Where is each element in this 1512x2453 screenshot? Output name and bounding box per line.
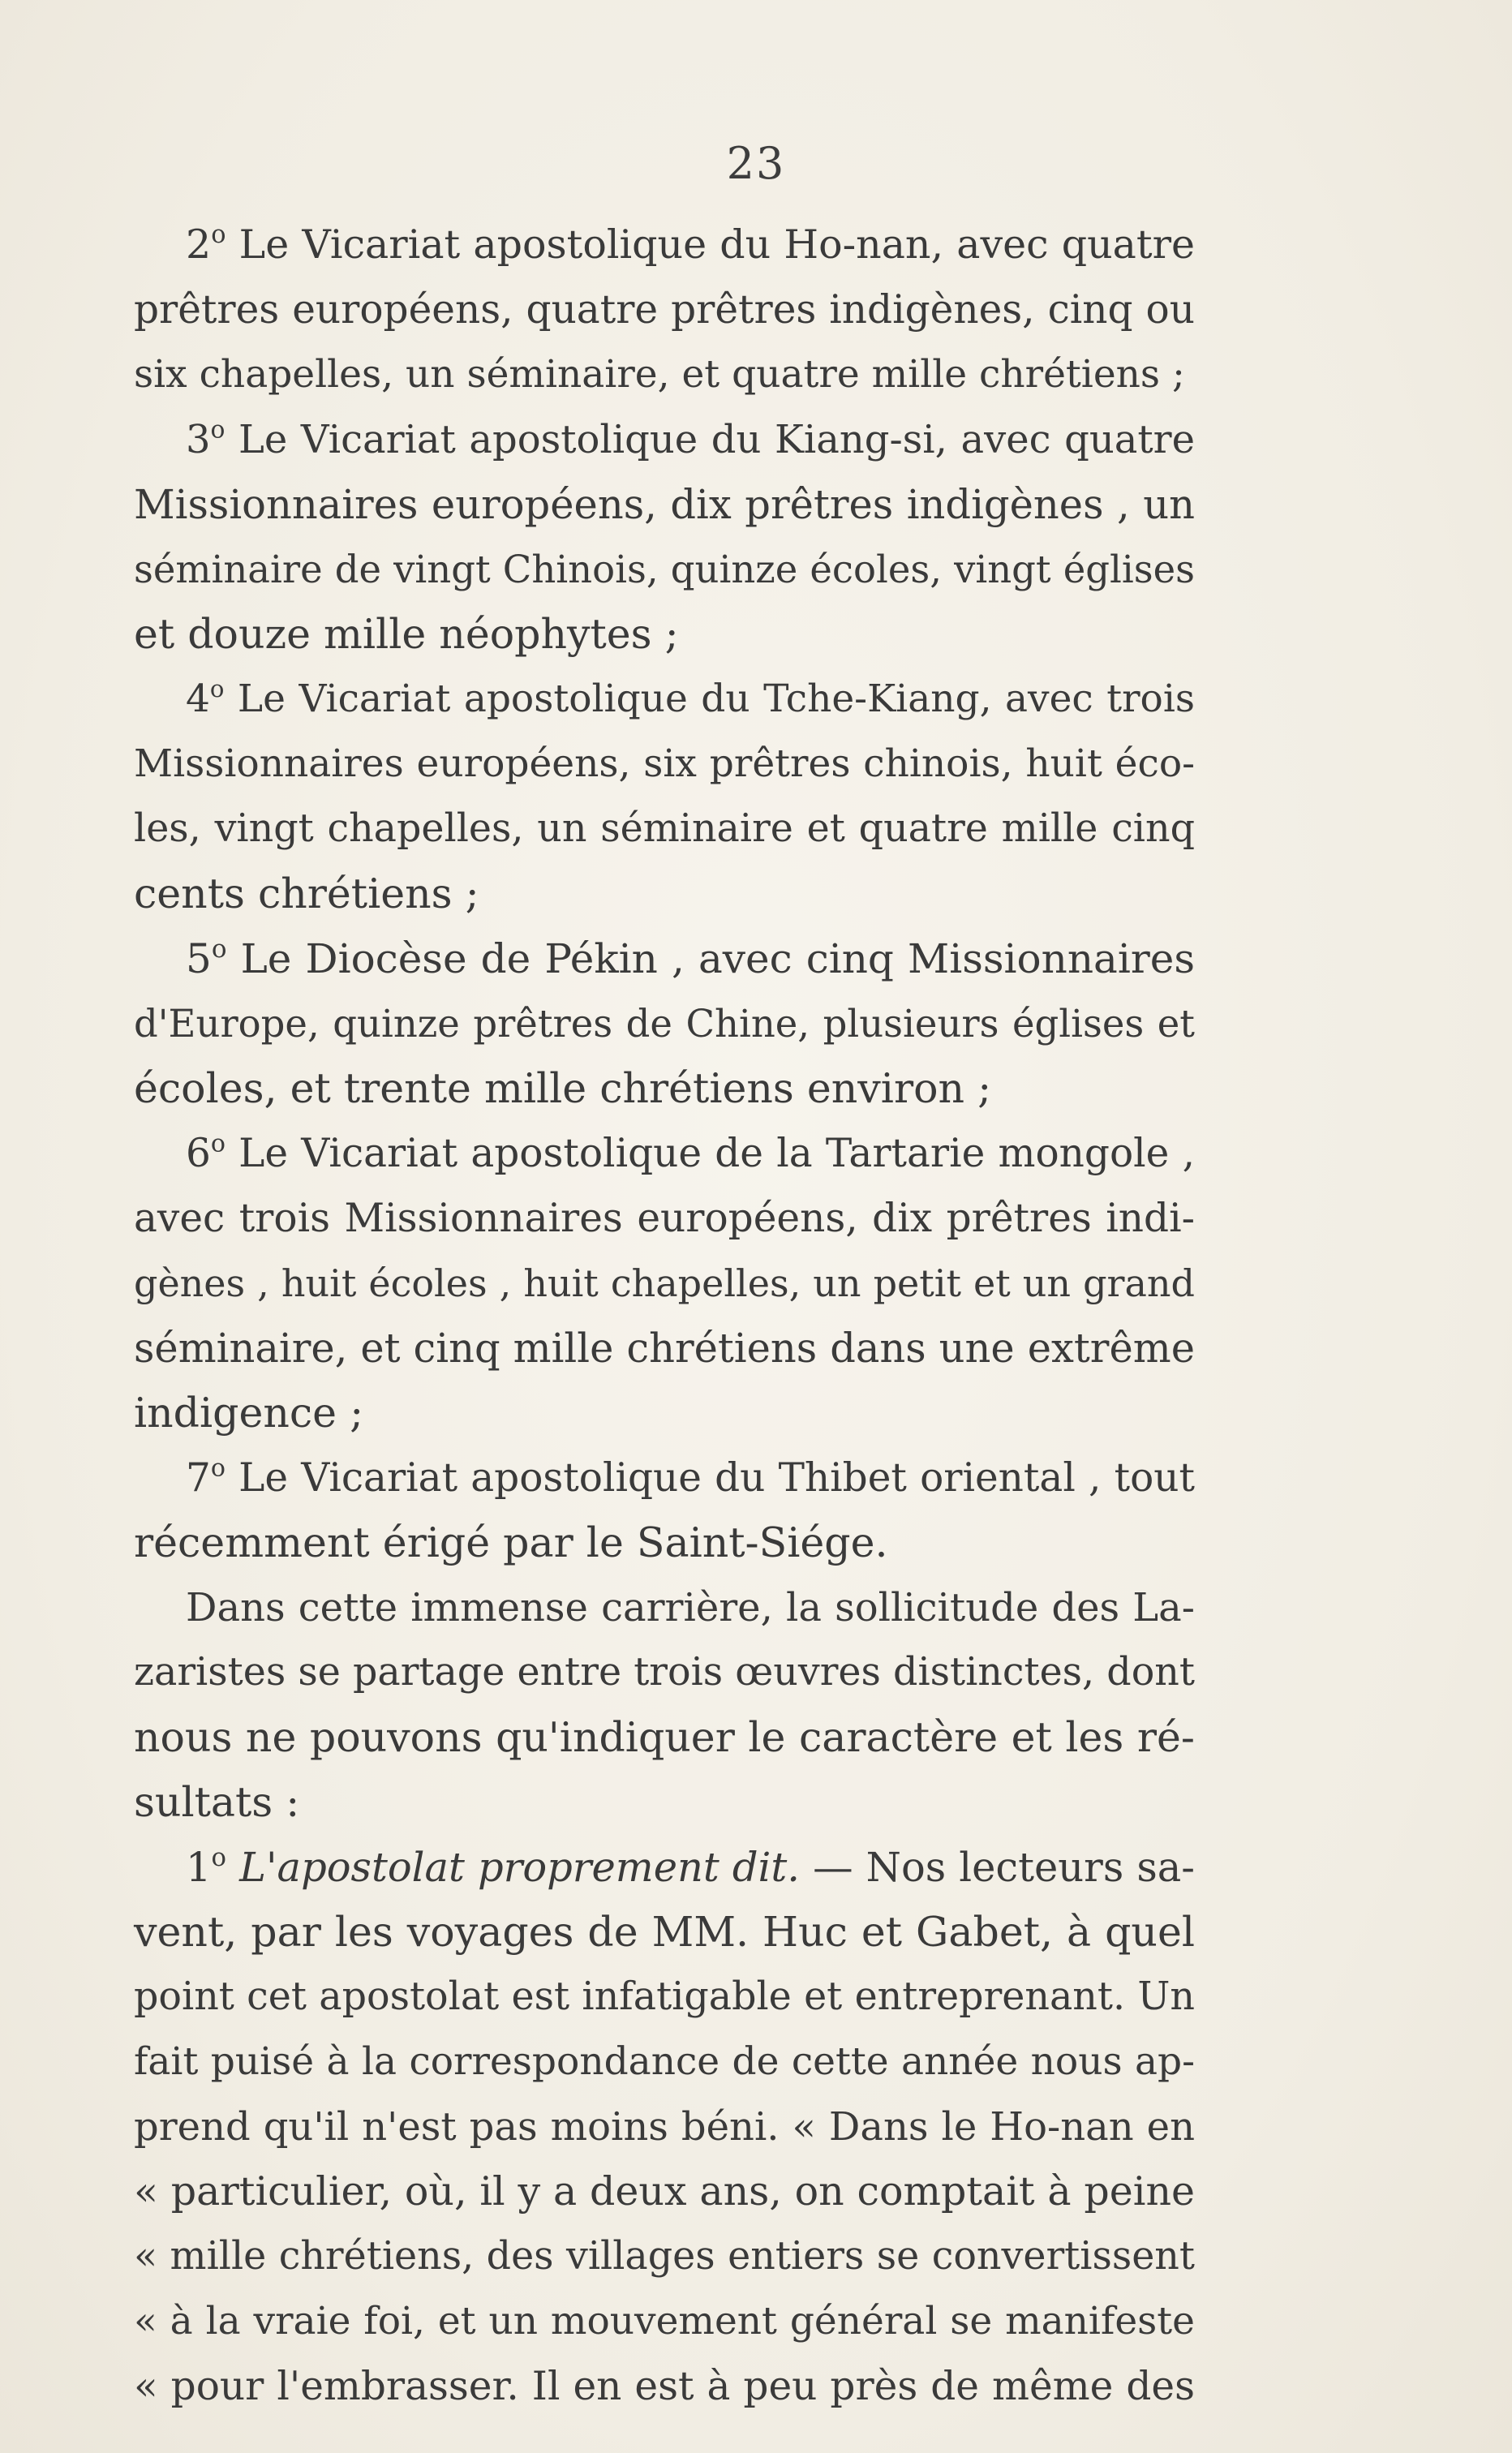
- text-segment: Le Vicariat apostolique du Thibet oriental , tout: [225, 1455, 1195, 1501]
- text-segment: Dans cette immense carrière, la sollicitude des La-: [186, 1585, 1195, 1630]
- text-line: [134, 1381, 1195, 1446]
- text-segment: avec trois Missionnaires européens, dix prêtres indi-: [134, 1196, 1195, 1241]
- text-line: [134, 2094, 1195, 2159]
- text-segment: indigence ;: [134, 1389, 364, 1437]
- text-line: [134, 213, 1195, 277]
- text-segment: Missionnaires européens, dix prêtres indigènes , un: [134, 481, 1195, 528]
- ordinal-superscript: o: [211, 1843, 226, 1872]
- text-line: [134, 1121, 1195, 1186]
- text-line: [134, 797, 1195, 861]
- text-line: [134, 1575, 1195, 1640]
- text-segment: 2: [186, 221, 212, 268]
- ordinal-superscript: o: [211, 934, 227, 964]
- text-line: [134, 2224, 1195, 2289]
- text-line: [134, 1056, 1195, 1121]
- text-line: [134, 537, 1195, 602]
- text-segment: 1: [186, 1844, 212, 1891]
- text-segment: Le Vicariat apostolique du Kiang-si, avec quatre: [225, 417, 1195, 462]
- text-segment: fait puisé à la correspondance de cette année nous ap-: [134, 2039, 1195, 2084]
- text-line: [134, 1446, 1195, 1510]
- text-segment: zaristes se partage entre trois œuvres distinctes, dont: [134, 1650, 1195, 1695]
- text-line: [134, 1965, 1195, 2030]
- text-line: [134, 277, 1195, 342]
- text-segment: six chapelles, un séminaire, et quatre mille chrétiens ;: [134, 352, 1185, 397]
- text-segment: les, vingt chapelles, un séminaire et quatre mille cinq: [134, 806, 1195, 851]
- text-segment: gènes , huit écoles , huit chapelles, un petit et un grand: [134, 1261, 1195, 1305]
- text-line: [134, 732, 1195, 797]
- text-segment: séminaire de vingt Chinois, quinze écoles, vingt églises: [134, 548, 1195, 591]
- text-segment: « à la vraie foi, et un mouvement général se manifeste: [134, 2299, 1195, 2343]
- text-segment: récemment érigé par le Saint-Siége.: [134, 1519, 888, 1566]
- text-line: [134, 1510, 1195, 1575]
- text-line: [134, 667, 1195, 732]
- text-segment: [226, 1844, 239, 1891]
- text-line: [134, 861, 1195, 926]
- text-line: [134, 1316, 1195, 1381]
- ordinal-superscript: o: [209, 674, 225, 702]
- page-number: 23: [726, 138, 786, 189]
- text-line: [134, 1900, 1195, 1965]
- text-line: [134, 2159, 1195, 2224]
- text-segment: 4: [186, 677, 210, 721]
- text-line: [134, 472, 1195, 537]
- ordinal-superscript: o: [210, 415, 226, 445]
- text-segment: et douze mille néophytes ;: [134, 610, 679, 658]
- text-segment: vent, par les voyages de MM. Huc et Gabet, à quel: [134, 1908, 1195, 1956]
- text-line: [134, 2289, 1195, 2354]
- text-line: [134, 2354, 1195, 2419]
- ordinal-superscript: o: [210, 1129, 226, 1158]
- text-segment: « particulier, où, il y a deux ans, on comptait à peine: [134, 2168, 1195, 2215]
- text-line: [134, 342, 1195, 407]
- text-line: [134, 1835, 1195, 1900]
- text-segment: d'Europe, quinze prêtres de Chine, plusieurs églises et: [134, 1002, 1195, 1046]
- text-line: [134, 1251, 1195, 1316]
- body-text: [134, 213, 1195, 2419]
- text-line: [134, 1186, 1195, 1251]
- text-segment: — Nos lecteurs sa-: [800, 1844, 1195, 1891]
- text-segment: cents chrétiens ;: [134, 870, 479, 917]
- text-segment: Le Vicariat apostolique de la Tartarie mongole ,: [225, 1131, 1195, 1176]
- text-segment: « mille chrétiens, des villages entiers se convertissent: [134, 2234, 1195, 2279]
- text-segment: prend qu'il n'est pas moins béni. « Dans le Ho-nan en: [134, 2104, 1195, 2150]
- text-segment: sultats :: [134, 1778, 300, 1826]
- text-segment: Le Vicariat apostolique du Tche-Kiang, avec trois: [224, 677, 1195, 721]
- text-segment: Le Diocèse de Pékin , avec cinq Missionnaires: [226, 935, 1195, 982]
- text-segment: nous ne pouvons qu'indiquer le caractère et les ré-: [134, 1713, 1195, 1761]
- italic-heading: L'apostolat proprement dit.: [239, 1844, 800, 1891]
- text-segment: écoles, et trente mille chrétiens environ ;: [134, 1064, 992, 1112]
- text-segment: Missionnaires européens, six prêtres chinois, huit éco-: [134, 741, 1195, 786]
- text-segment: 6: [186, 1131, 211, 1176]
- ordinal-superscript: o: [211, 221, 226, 250]
- text-line: [134, 1705, 1195, 1770]
- text-line: [134, 2030, 1195, 2094]
- text-line: [134, 926, 1195, 991]
- text-line: [134, 407, 1195, 472]
- text-segment: 7: [186, 1455, 211, 1501]
- text-segment: 5: [186, 935, 212, 982]
- text-segment: séminaire, et cinq mille chrétiens dans une extrême: [134, 1325, 1195, 1372]
- text-line: [134, 602, 1195, 667]
- text-segment: point cet apostolat est infatigable et entreprenant. Un: [134, 1974, 1195, 2019]
- ordinal-superscript: o: [210, 1454, 226, 1483]
- text-segment: prêtres européens, quatre prêtres indigènes, cinq ou: [134, 287, 1195, 333]
- text-line: [134, 1770, 1195, 1835]
- text-line: [134, 1640, 1195, 1705]
- text-line: [134, 991, 1195, 1056]
- text-segment: « pour l'embrasser. Il en est à peu près de même des: [134, 2364, 1195, 2409]
- text-segment: 3: [186, 417, 211, 462]
- text-segment: Le Vicariat apostolique du Ho-nan, avec quatre: [226, 221, 1195, 268]
